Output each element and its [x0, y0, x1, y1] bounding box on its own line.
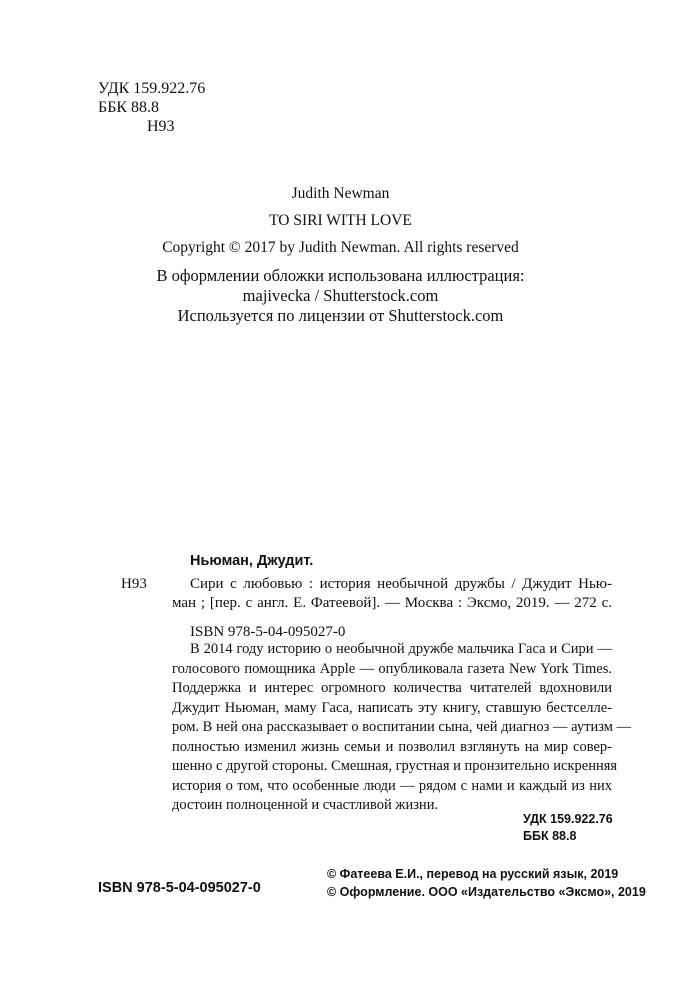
- original-copyright: Copyright © 2017 by Judith Newman. All rights reserved: [162, 239, 519, 256]
- catalog-description-line1: Сири с любовью : история необычной дружбы / Джудит Нью-: [190, 576, 612, 592]
- annotation: [172, 640, 632, 816]
- annotation-line: шенно с другой стороны. Смешная, грустная и пронзительно искренняя: [172, 758, 618, 774]
- catalog-description-line2: ман ; [пер. с англ. Е. Фатеевой]. — Москва : Эксмо, 2019. — 272 с.: [172, 595, 612, 611]
- catalog-isbn: ISBN 978-5-04-095027-0: [190, 624, 346, 640]
- footer-isbn: ISBN 978-5-04-095027-0: [98, 880, 261, 896]
- annotation-line: В 2014 году историю о необычной дружбе мальчика Гаса и Сири —: [190, 641, 612, 657]
- footer-copyright-design: © Оформление. ООО «Издательство «Эксмо», 2019: [327, 885, 646, 899]
- footer-copyright-translation: © Фатеева Е.И., перевод на русский язык, 2019: [327, 867, 619, 881]
- annotation-line: голосового помощника Apple — опубликовала газета New York Times.: [172, 660, 612, 677]
- annotation-line: история о том, что особенные люди — рядом с нами и каждый из них: [172, 777, 612, 794]
- original-title: TO SIRI WITH LOVE: [269, 212, 412, 229]
- annotation-line: Джудит Ньюман, маму Гаса, написать эту книгу, ставшую бестселле-: [172, 699, 612, 716]
- annotation-line: полностью изменил жизнь семьи и позволил взглянуть на мир совер-: [172, 738, 612, 755]
- bottom-udk: УДК 159.922.76: [523, 812, 613, 826]
- annotation-line: Поддержка и интерес огромного количества читателей вдохновили: [172, 680, 612, 696]
- catalog-author-heading: Ньюман, Джудит.: [190, 553, 314, 569]
- cover-credit-line3: Используется по лицензии от Shutterstock.com: [177, 306, 504, 325]
- catalog-mark: Н93: [121, 576, 147, 592]
- annotation-line: ром. В ней она рассказывает о воспитании сына, чей диагноз — аутизм —: [172, 719, 632, 735]
- top-bbk: ББК 88.8: [98, 99, 160, 116]
- cover-credit-line2: majivecka / Shutterstock.com: [242, 286, 439, 305]
- top-author-mark: Н93: [147, 118, 175, 135]
- original-author: Judith Newman: [291, 185, 390, 202]
- annotation-line: достоин полноценной и счастливой жизни.: [172, 797, 439, 813]
- bottom-bbk: ББК 88.8: [523, 829, 577, 843]
- top-udk: УДК 159.922.76: [98, 80, 206, 97]
- cover-credit-line1: В оформлении обложки использована иллюстрация:: [156, 266, 525, 285]
